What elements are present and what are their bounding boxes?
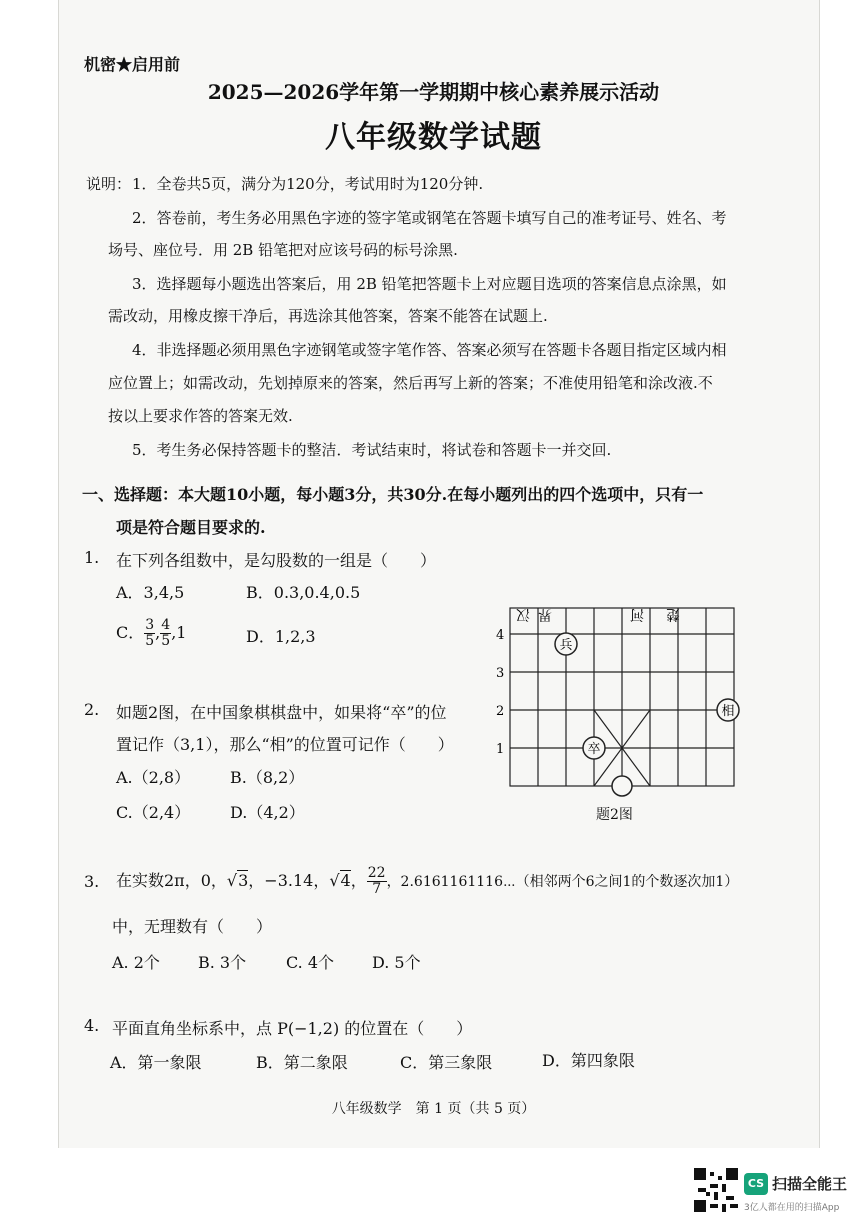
fraction: $\frac{4}{5}$ — [161, 617, 171, 649]
option-c-label: C． — [116, 623, 145, 642]
river-mark: 河 — [630, 606, 644, 622]
option-a: A. 2个 — [112, 953, 160, 972]
question-stem: 在下列各组数中，是勾股数的一组是（ ） — [116, 551, 437, 570]
instruction-line: 1．全卷共5页，满分为120分，考试用时为120分钟. — [132, 175, 484, 193]
piece-zu — [583, 737, 605, 759]
section-heading-cont: 项是符合题目要求的. — [116, 518, 266, 537]
qr-code-icon — [694, 1168, 738, 1212]
camscanner-name: 扫描全能王 — [772, 1175, 848, 1193]
question-stem: 平面直角坐标系中，点 P(−1,2) 的位置在（ ） — [112, 1019, 473, 1038]
option-d: D．1,2,3 — [246, 627, 316, 646]
river-mark: 汉 — [516, 606, 530, 622]
exam-title: 2025—2026学年第一学期期中核心素养展示活动 — [207, 80, 660, 104]
piece-bing — [555, 633, 577, 655]
chess-board-figure — [490, 598, 750, 798]
option-b: B.（8,2） — [230, 768, 305, 787]
svg-text:兵: 兵 — [559, 638, 573, 653]
question-number: 4. — [84, 1016, 100, 1035]
question-stem: 如题2图，在中国象棋棋盘中，如果将“卒”的位 — [116, 703, 447, 722]
figure-caption: 题2图 — [596, 807, 633, 823]
svg-text:相: 相 — [721, 704, 735, 719]
instruction-line: 4．非选择题必须用黑色字迹钢笔或签字笔作答、答案必须写在答题卡各题目指定区域内相 — [132, 341, 727, 359]
camscanner-logo: CS — [744, 1173, 768, 1195]
option-a: A.（2,8） — [116, 768, 191, 787]
fraction: $\frac{3}{5}$ — [145, 617, 155, 649]
instruction-line: 按以上要求作答的答案无效. — [108, 407, 293, 425]
option-d: D. 5个 — [372, 953, 421, 972]
option-a: A．第一象限 — [110, 1053, 202, 1072]
instruction-line: 2．答卷前，考生务必用黑色字迹的签字笔或钢笔在答题卡填写自己的准考证号、姓名、考 — [132, 209, 727, 227]
instruction-line: 5．考生务必保持答题卡的整洁．考试结束时，将试卷和答题卡一并交回. — [132, 441, 612, 459]
option-d: D.（4,2） — [230, 803, 305, 822]
exam-page — [58, 0, 820, 1148]
option-c: C．第三象限 — [400, 1053, 493, 1072]
instruction-line: 3．选择题每小题选出答案后，用 2B 铅笔把答题卡上对应题目选项的答案信息点涂黑，如 — [132, 275, 727, 293]
sqrt-sign: √ — [226, 871, 238, 890]
fraction: $\frac{22}{7}$ — [367, 865, 386, 897]
option-b: B．0.3,0.4,0.5 — [246, 583, 361, 602]
instruction-line: 应位置上；如需改动，先划掉原来的答案，然后再写上新的答案；不准使用铅笔和涂改液.不 — [108, 374, 713, 392]
option-b: B．第二象限 — [256, 1053, 348, 1072]
question-number: 1. — [84, 548, 100, 567]
sqrt-sign: √ — [329, 871, 340, 890]
y-tick: 3 — [496, 666, 505, 681]
river-mark: 楚 — [666, 606, 680, 622]
camscanner-slogan: 3亿人都在用的扫描App — [744, 1203, 840, 1213]
question-stem-cont: 置记作（3,1），那么“相”的位置可记作（ ） — [116, 735, 454, 754]
question-number: 3. — [84, 872, 100, 891]
option-c: C. 4个 — [286, 953, 335, 972]
question-stem-cont: 中，无理数有（ ） — [112, 917, 273, 936]
question-stem: 在实数2π，0，√3，−3.14，√4， $\frac{22}{7}$ ，2.6161161116⋯（相邻两个6之间1的个数逐次加1） — [116, 865, 739, 897]
svg-text:卒: 卒 — [587, 742, 601, 757]
option-c: C.（2,4） — [116, 803, 191, 822]
option-b: B. 3个 — [198, 953, 247, 972]
option-d: D．第四象限 — [542, 1051, 635, 1070]
option-a: A．3,4,5 — [116, 583, 185, 602]
piece-xiang — [717, 699, 739, 721]
instruction-line: 需改动，用橡皮擦干净后，再选涂其他答案，答案不能答在试题上. — [108, 307, 548, 325]
y-tick: 4 — [496, 628, 505, 643]
piece-bottom-partial — [612, 776, 632, 796]
section-heading: 一、选择题：本大题10小题，每小题3分，共30分.在每小题列出的四个选项中，只有一 — [82, 485, 704, 504]
option-c: C． $\frac{3}{5}$ , $\frac{4}{5}$ ,1 — [116, 617, 187, 649]
exam-subject-title: 八年级数学试题 — [325, 120, 542, 155]
river-mark: 界 — [538, 606, 552, 622]
page-footer: 八年级数学 第 1 页（共 5 页） — [331, 1101, 536, 1117]
instructions-prefix: 说明： — [86, 175, 132, 193]
instruction-line: 场号、座位号．用 2B 铅笔把对应该号码的标号涂黑. — [108, 241, 458, 259]
question-number: 2. — [84, 700, 100, 719]
confidential-label: 机密★启用前 — [84, 55, 181, 74]
y-tick: 2 — [496, 704, 505, 719]
y-tick: 1 — [496, 742, 505, 757]
